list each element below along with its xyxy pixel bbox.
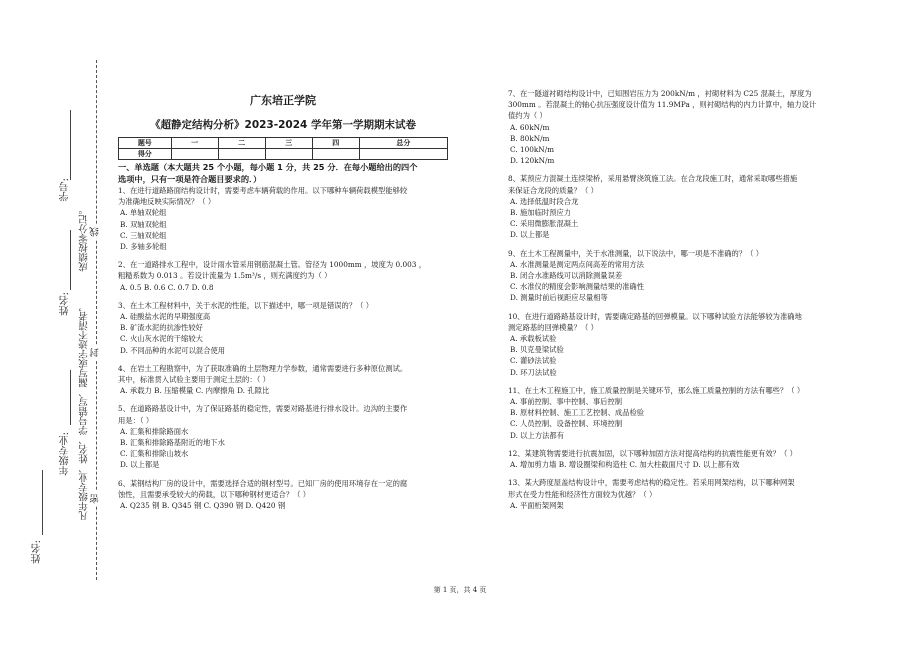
question-stem-line: 蚀性，且需要承受较大的荷载，以下哪种钢材更适合？（ ）	[118, 489, 311, 499]
answer-option[interactable]: A. 承载力 B. 压缩模量 C. 内摩擦角 D. 孔隙比	[120, 386, 270, 396]
score-cell: 二	[218, 138, 265, 149]
answer-option[interactable]: B. 闭合水准路线可以消除测量误差	[510, 271, 623, 281]
student-id-label: 学号:	[60, 178, 71, 202]
question-item	[508, 385, 838, 441]
right-column	[508, 88, 838, 511]
cut-label-seal: 封	[90, 348, 101, 358]
answer-option[interactable]: A. 0.5 B. 0.6 C. 0.7 D. 0.8	[120, 282, 214, 292]
question-stem-line: 4、在岩土工程勘察中，为了获取准确的土层物理力学参数，通常需要进行多种原位测试。	[118, 363, 408, 373]
school-name: 广东培正学院	[250, 94, 316, 107]
question-item	[508, 448, 838, 470]
answer-option[interactable]: C. 100kN/m	[510, 145, 555, 155]
score-table-header-row	[119, 138, 448, 149]
score-cell: 一	[171, 138, 218, 149]
answer-option[interactable]: A. 平面桁架网架	[510, 500, 564, 510]
notice-text-2: 凡年级专业、姓名、学号错写、漏写或字迹不清者，	[79, 302, 90, 521]
answer-option[interactable]: A. 水准测量是测定两点间高差的常用方法	[510, 259, 644, 269]
answer-option[interactable]: B. 施加临时预应力	[510, 208, 572, 218]
section-title-line: 选项中，只有一项是符合题目要求的．）	[118, 173, 262, 184]
answer-option[interactable]: C. 灌砂法试验	[510, 356, 557, 366]
question-gap	[118, 356, 448, 363]
question-stem-line: 来保证合龙段的质量？（ ）	[508, 185, 598, 195]
answer-option[interactable]: A. 选择低温时段合龙	[510, 196, 579, 206]
answer-option[interactable]: A. 事前控制、事中控制、事后控制	[510, 397, 623, 407]
answer-option[interactable]: C. 火山灰水泥的干缩较大	[120, 334, 203, 344]
major-blank[interactable]	[70, 370, 71, 425]
answer-option[interactable]: A. 承载板试验	[510, 334, 557, 344]
question-gap	[508, 166, 838, 173]
student-id-blank[interactable]	[70, 110, 71, 180]
answer-option[interactable]: D. 以上都是	[120, 460, 160, 470]
question-stem-line: 12、某建筑物需要进行抗震加固，以下哪种加固方法对提高结构的抗震性能更有效？（ ）	[508, 448, 797, 458]
score-cell: 三	[265, 138, 312, 149]
question-gap	[508, 378, 838, 385]
question-item	[118, 403, 448, 470]
question-stem-line: 粗糙系数为 0.013 。若设计流量为 1.5m³/s ，则充满度约为（ ）	[118, 271, 332, 281]
name-label: 姓名:	[60, 292, 71, 316]
score-table	[118, 137, 448, 160]
question-item	[508, 477, 838, 511]
question-stem-line: 2、在一道路排水工程中，设计雨水管采用钢筋混凝土管。管径为 1000mm ，坡度为 0.003 ，	[118, 260, 427, 270]
question-stem-line: 6、某钢结构厂房的设计中，需要选择合适的钢材型号。已知厂房的使用环境存在一定的腐	[118, 478, 408, 488]
score-cell: 题号	[119, 138, 172, 149]
question-stem-line: 300mm 。若混凝土的轴心抗压强度设计值为 11.9MPa ，则衬砌结构的内力计算中，轴力设计	[508, 100, 817, 110]
question-stem-line: 5、在道路路基设计中，为了保证路基的稳定性，需要对路基进行排水设计。边沟的主要作	[118, 404, 408, 414]
exam-title: 《超静定结构分析》2023-2024 学年第一学期期末试卷	[150, 119, 416, 131]
answer-option[interactable]: D. 环刀法试验	[510, 367, 557, 377]
answer-option[interactable]: D. 测量时前后视距应尽量相等	[510, 293, 608, 303]
score-input-cell[interactable]	[312, 149, 359, 160]
question-stem-line: 形式在受力性能和经济性方面较为优越？（ ）	[508, 489, 657, 499]
right-question-list	[508, 88, 838, 511]
name-blank[interactable]	[70, 230, 71, 290]
answer-option[interactable]: B. 汇集和排除路基附近的地下水	[120, 438, 225, 448]
section-title-line: 一、单选题（本大题共 25 个小题，每小题 1 分，共 25 分．在每小题给出的四个	[118, 162, 418, 172]
answer-option[interactable]: A. 单轴双轮组	[120, 208, 167, 218]
question-item	[508, 311, 838, 378]
answer-option[interactable]: C. 采用微膨胀混凝土	[510, 219, 579, 229]
question-stem-line: 9、在土木工程测量中，关于水准测量，以下说法中，哪一项是不准确的？（ ）	[508, 248, 764, 258]
notice-text-1: 成绩按零分记。	[79, 205, 90, 272]
question-gap	[508, 304, 838, 311]
answer-option[interactable]: A. 汇集和排除路面水	[120, 426, 189, 436]
question-stem-line: 用是：（ ）	[118, 415, 154, 425]
score-cell: 总分	[359, 138, 447, 149]
question-item	[118, 259, 448, 293]
answer-option[interactable]: C. 三轴双轮组	[120, 230, 167, 240]
cut-label-line: 线	[90, 227, 101, 237]
answer-option[interactable]: B. 双轴双轮组	[120, 219, 167, 229]
question-item	[508, 248, 838, 304]
answer-option[interactable]: B. 80kN/m	[510, 133, 550, 143]
score-input-cell[interactable]	[265, 149, 312, 160]
answer-option[interactable]: A. 60kN/m	[510, 122, 550, 132]
score-input-cell[interactable]	[218, 149, 265, 160]
answer-option[interactable]: B. 贝克曼梁试验	[510, 345, 564, 355]
section-title	[118, 162, 448, 185]
score-input-cell[interactable]	[359, 149, 447, 160]
left-column	[118, 162, 448, 511]
page-footer: 第 1 页，共 4 页	[433, 586, 487, 594]
question-gap	[118, 471, 448, 478]
question-stem-line: 10、在进行道路路基设计时，需要确定路基的回弹模量。以下哪种试验方法能够较为准确地	[508, 311, 802, 321]
question-stem-line: 8、某预应力混凝土连续梁桥，采用悬臂浇筑施工法。在合龙段施工时，通常采取哪些措施	[508, 174, 798, 184]
question-gap	[118, 293, 448, 300]
name-blank-2[interactable]	[42, 470, 43, 535]
question-item	[508, 173, 838, 240]
answer-option[interactable]: A. 增加剪力墙 B. 增设圈梁和构造柱 C. 加大柱截面尺寸 D. 以上都有效	[510, 460, 740, 470]
answer-option[interactable]: A. Q235 钢 B. Q345 钢 C. Q390 钢 D. Q420 钢	[120, 501, 286, 511]
score-table-score-row	[119, 149, 448, 160]
question-item	[508, 88, 838, 166]
name-label-2: 姓名:	[32, 540, 43, 564]
question-stem-line: 3、在土木工程材料中，关于水泥的性能，以下描述中，哪一项是错误的？（ ）	[118, 300, 374, 310]
question-stem-line: 为准确地反映实际情况？（ ）	[118, 197, 216, 207]
question-stem-line: 测定路基的回弹模量？（ ）	[508, 322, 598, 332]
question-stem-line: 1、在进行道路路面结构设计时，需要考虑车辆荷载的作用。以下哪种车辆荷载模型能够较	[118, 186, 408, 195]
answer-option[interactable]: D. 不同品种的水泥可以混合使用	[120, 345, 226, 355]
score-cell: 四	[312, 138, 359, 149]
score-cell: 得分	[119, 149, 172, 160]
score-input-cell[interactable]	[171, 149, 218, 160]
answer-option[interactable]: D. 以上都是	[510, 230, 550, 240]
question-gap	[508, 441, 838, 448]
question-item	[118, 185, 448, 252]
question-stem-line: 7、在一隧道衬砌结构设计中，已知围岩压力为 200kN/m ，衬砌材料为 C25 混凝土，厚度为	[508, 89, 812, 98]
question-item	[118, 478, 448, 512]
question-gap	[508, 241, 838, 248]
question-gap	[508, 470, 838, 477]
left-question-list	[118, 185, 448, 511]
answer-option[interactable]: D. 多轴多轮组	[120, 242, 167, 252]
answer-option[interactable]: C. 水准仪的精度会影响测量结果的准确性	[510, 282, 645, 292]
question-gap	[118, 396, 448, 403]
answer-option[interactable]: C. 汇集和排除山坡水	[120, 449, 189, 459]
answer-option[interactable]: D. 以上方法都有	[510, 430, 565, 440]
answer-option[interactable]: B. 原材料控制、施工工艺控制、成品检验	[510, 408, 645, 418]
question-stem-line: 13、某大跨度屋盖结构设计中，需要考虑结构的稳定性。若采用网架结构，以下哪种网架	[508, 478, 795, 488]
answer-option[interactable]: B. 矿渣水泥的抗渗性较好	[120, 323, 203, 333]
question-stem-line: 值约为（ ）	[508, 111, 547, 121]
binding-margin	[0, 0, 110, 651]
question-item	[118, 363, 448, 397]
answer-option[interactable]: D. 120kN/m	[510, 156, 555, 166]
answer-option[interactable]: A. 硅酸盐水泥的早期强度高	[120, 312, 211, 322]
question-stem-line: 11、在土木工程施工中，施工质量控制是关键环节，那么施工质量控制的方法有哪些？（ ）	[508, 385, 805, 395]
question-gap	[118, 252, 448, 259]
answer-option[interactable]: C. 人员控制、设备控制、环境控制	[510, 419, 623, 429]
question-item	[118, 300, 448, 356]
question-stem-line: 其中，标准贯入试验主要用于测定土层的：（ ）	[118, 375, 270, 385]
major-label: 年级专业:	[60, 432, 71, 476]
cut-label-secret: 密	[90, 494, 101, 504]
